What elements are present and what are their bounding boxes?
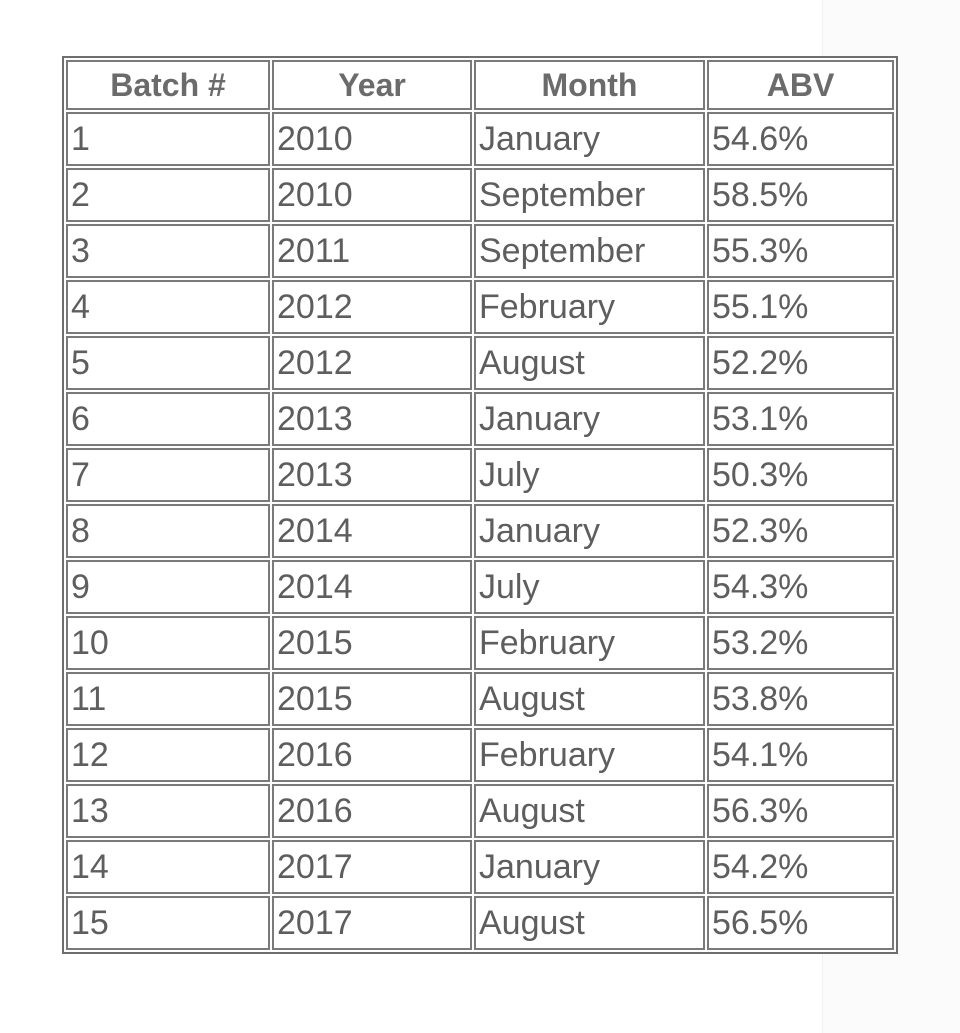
table-row [66,616,894,670]
cell-batch-number: 11 [66,672,270,726]
cell-batch-number: 14 [66,840,270,894]
table-row [66,392,894,446]
cell-month: September [474,168,705,222]
cell-abv: 54.3% [707,560,894,614]
cell-month: August [474,336,705,390]
cell-month: January [474,504,705,558]
cell-year: 2010 [272,112,472,166]
cell-month: August [474,896,705,950]
cell-month: February [474,616,705,670]
cell-abv: 52.3% [707,504,894,558]
cell-batch-number: 12 [66,728,270,782]
cell-year: 2012 [272,336,472,390]
cell-year: 2010 [272,168,472,222]
cell-batch-number: 15 [66,896,270,950]
cell-year: 2014 [272,560,472,614]
table-row [66,112,894,166]
cell-year: 2016 [272,728,472,782]
cell-batch-number: 3 [66,224,270,278]
table-row [66,728,894,782]
cell-year: 2012 [272,280,472,334]
cell-batch-number: 1 [66,112,270,166]
header-batch-number: Batch # [66,60,270,110]
cell-year: 2017 [272,840,472,894]
cell-month: September [474,224,705,278]
table-body [66,112,894,950]
cell-batch-number: 6 [66,392,270,446]
cell-year: 2013 [272,448,472,502]
cell-month: August [474,784,705,838]
cell-month: July [474,560,705,614]
cell-abv: 55.3% [707,224,894,278]
cell-abv: 53.8% [707,672,894,726]
cell-year: 2016 [272,784,472,838]
cell-abv: 58.5% [707,168,894,222]
cell-year: 2014 [272,504,472,558]
cell-month: January [474,840,705,894]
cell-batch-number: 5 [66,336,270,390]
table-row [66,280,894,334]
cell-month: August [474,672,705,726]
table-row [66,168,894,222]
batch-abv-table [62,56,898,954]
cell-abv: 54.2% [707,840,894,894]
cell-batch-number: 4 [66,280,270,334]
table-row [66,896,894,950]
cell-abv: 54.6% [707,112,894,166]
cell-month: January [474,112,705,166]
cell-batch-number: 13 [66,784,270,838]
table-row [66,448,894,502]
cell-month: July [474,448,705,502]
cell-abv: 53.2% [707,616,894,670]
cell-batch-number: 9 [66,560,270,614]
cell-month: February [474,728,705,782]
cell-abv: 56.3% [707,784,894,838]
cell-batch-number: 10 [66,616,270,670]
table-row [66,784,894,838]
table-row [66,560,894,614]
cell-year: 2015 [272,616,472,670]
cell-batch-number: 8 [66,504,270,558]
header-month: Month [474,60,705,110]
cell-abv: 55.1% [707,280,894,334]
table-header-row [66,60,894,110]
cell-abv: 50.3% [707,448,894,502]
cell-year: 2015 [272,672,472,726]
cell-batch-number: 7 [66,448,270,502]
table-row [66,672,894,726]
table-row [66,840,894,894]
table-row [66,336,894,390]
cell-abv: 56.5% [707,896,894,950]
cell-year: 2013 [272,392,472,446]
table-row [66,504,894,558]
cell-month: February [474,280,705,334]
header-year: Year [272,60,472,110]
table-container [62,56,894,954]
cell-year: 2017 [272,896,472,950]
table-row [66,224,894,278]
cell-abv: 53.1% [707,392,894,446]
header-abv: ABV [707,60,894,110]
cell-month: January [474,392,705,446]
cell-abv: 54.1% [707,728,894,782]
cell-batch-number: 2 [66,168,270,222]
cell-abv: 52.2% [707,336,894,390]
cell-year: 2011 [272,224,472,278]
